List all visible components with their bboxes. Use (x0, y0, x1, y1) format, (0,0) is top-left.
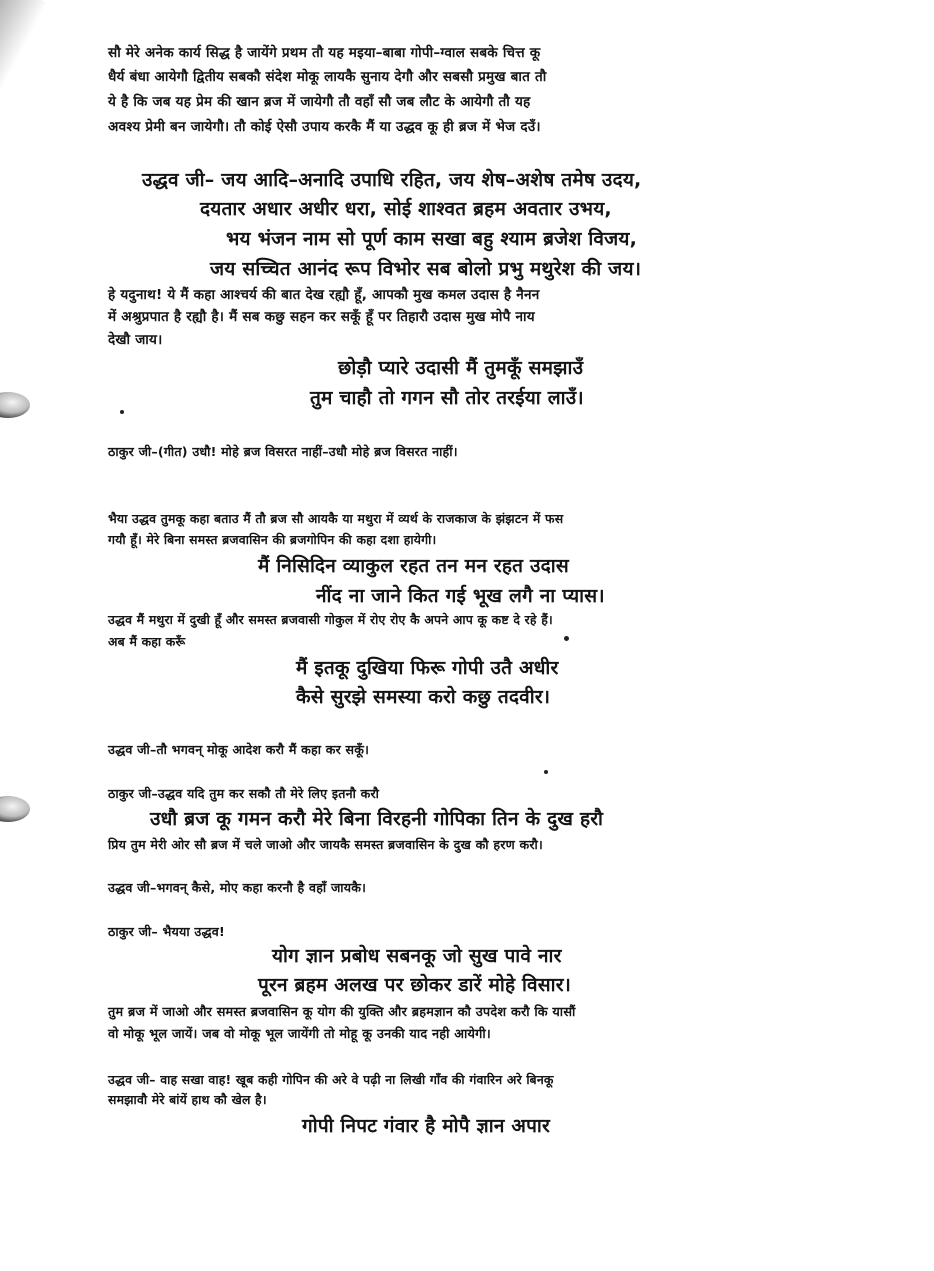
paragraph-line: अब मैं कहा करूँ (108, 634, 186, 649)
paragraph-line: हे यदुनाथ! ये मैं कहा आश्चर्य की बात देख रह्यौ हूँ, आपकौ मुख कमल उदास है नैनन (108, 287, 540, 303)
verse-line: कैसे सुरझे समस्या करो कछु तदवीर। (296, 686, 551, 708)
paragraph-line: उद्धव जी– वाह सखा वाह! खूब कही गोपिन की अरे वे पढ़ी ना लिखी गाँव की गंवारिन अरे बिनकू (108, 1072, 554, 1087)
verse-line: जय सच्चित आनंद रूप विभोर सब बोलो प्रभु मथुरेश की जय। (210, 258, 642, 280)
verse-line: पूरन ब्रहम अलख पर छोकर डारें मोहे विसार। (258, 974, 572, 996)
paragraph-line: अवश्य प्रेमी बन जायेगौ। तौ कोई ऐसौ उपाय करकै मैं या उद्धव कू ही ब्रज में भेज दउँ। (108, 119, 541, 135)
verse-line: मैं इतकू दुखिया फिरू गोपी उतै अधीर (296, 657, 559, 679)
verse-line: मैं निसिदिन व्याकुल रहत तन मन रहत उदास (258, 555, 569, 577)
verse-line: गोपी निपट गंवार है मोपै ज्ञान अपार (302, 1115, 551, 1137)
paragraph-line: देखौ जाय। (108, 332, 163, 348)
paragraph-line: धैर्य बंधा आयेगौ द्वितीय सबकौ संदेश मोकू लायकै सुनाय देगौ और सबसौ प्रमुख बात तौ (108, 69, 547, 85)
verse-line: छोड़ौ प्यारे उदासी मैं तुमकूँ समझाउँ (338, 357, 584, 379)
verse-line: नींद ना जाने कित गई भूख लगै ना प्यास। (316, 585, 605, 607)
paragraph-line: वो मोकू भूल जायें। जब वो मोकू भूल जायेंगी तो मोहू कू उनकी याद नही आयेगी। (108, 1027, 491, 1042)
dialogue-line: उद्धव जी–तौ भगवन् मोकू आदेश करौ मैं कहा कर सकूँ। (108, 742, 370, 757)
verse-line: तुम चाहौ तो गगन सौ तोर तरईया लाउँ। (310, 387, 584, 409)
punch-hole (0, 392, 30, 418)
verse-line: दयतार अधार अधीर धरा, सोई शाश्वत ब्रहम अवतार उभय, (200, 198, 612, 220)
paragraph-line: तुम ब्रज में जाओ और समस्त ब्रजवासिन कू योग की युक्ति और ब्रहमज्ञान कौ उपदेश करौ कि यासौं (108, 1005, 576, 1020)
paragraph-line: सौ मेरे अनेक कार्य सिद्ध है जायेंगे प्रथम तौ यह मइया–बाबा गोपी–ग्वाल सबके चित्त कू (108, 45, 541, 61)
paragraph-line: में अश्रुप्रपात है रह्यौ है। मैं सब कछु सहन कर सकूँ हूँ पर तिहारौ उदास मुख मोपै नाय (108, 309, 535, 325)
scan-speck (120, 410, 124, 414)
paragraph-line: ये है कि जब यह प्रेम की खान ब्रज में जायेगौ तौ वहाँ सौ जब लौट के आयेगौ तौ यह (108, 94, 531, 110)
paragraph-line: उद्धव मैं मथुरा में दुखी हूँ और समस्त ब्रजवासी गोकुल में रोए रोए कै अपने आप कू कष्ट दे रहे हैं। (108, 612, 553, 627)
verse-line: भय भंजन नाम सो पूर्ण काम सखा बहु श्याम ब्रजेश विजय, (226, 228, 638, 250)
verse-line: उद्धव जी– जय आदि–अनादि उपाधि रहित, जय शेष–अशेष तमेष उदय, (142, 169, 642, 191)
dialogue-line: ठाकुर जी– भैयया उद्धव! (108, 924, 225, 939)
paragraph-line: प्रिय तुम मेरी ओर सौ ब्रज में चले जाओ और जायकै समस्त ब्रजवासिन के दुख कौ हरण करौ। (108, 837, 543, 852)
paragraph-line: समझावौ मेरे बांयें हाथ कौ खेल है। (108, 1092, 267, 1107)
paragraph-line: गयौ हूँ। मेरे बिना समस्त ब्रजवासिन की ब्रजगोपिन की कहा दशा हायेगी। (108, 532, 437, 547)
scan-speck (564, 636, 569, 641)
paragraph-line: भैया उद्धव तुमकू कहा बताउ मैं तौ ब्रज सौ आयकै या मथुरा में व्यर्थ के राजकाज के झंझटन में फस (108, 511, 564, 526)
dialogue-line: ठाकुर जी–(गीत) उधौ! मोहे ब्रज विसरत नाहीं–उधौ मोहे ब्रज विसरत नाहीं। (108, 444, 458, 459)
dialogue-line: उद्धव जी–भगवन् कैसे, मोए कहा करनौ है वहाँ जायकै। (108, 880, 367, 895)
verse-line: योग ज्ञान प्रबोध सबनकू जो सुख पावे नार (272, 945, 562, 967)
punch-hole (0, 796, 30, 822)
scan-edge-shadow (0, 0, 47, 116)
scan-speck (544, 770, 548, 774)
verse-line: उधौ ब्रज कू गमन करौ मेरे बिना विरहनी गोपिका तिन के दुख हरौ (150, 808, 604, 830)
dialogue-line: ठाकुर जी–उद्धव यदि तुम कर सकौ तौ मेरे लिए इतनौ करौ (108, 786, 380, 801)
